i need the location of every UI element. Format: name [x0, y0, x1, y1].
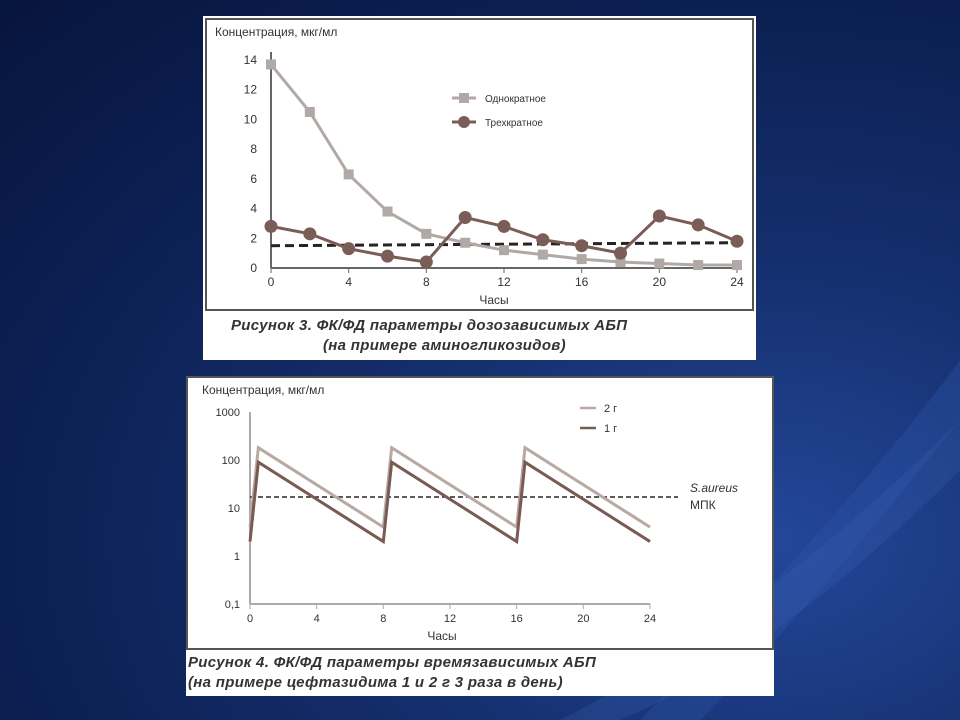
x-tick-label: 20 — [577, 613, 590, 625]
data-point — [577, 254, 587, 264]
y-tick-label: 8 — [250, 142, 257, 157]
data-point — [693, 260, 703, 270]
series-line-2 — [250, 462, 650, 541]
x-tick-label: 12 — [497, 275, 511, 289]
data-point — [265, 220, 278, 233]
x-tick-label: 24 — [730, 275, 744, 289]
figure-3-caption — [205, 313, 754, 360]
y-tick-label: 10 — [227, 503, 240, 515]
data-point — [381, 250, 394, 263]
data-point — [498, 220, 511, 233]
chart-3-svg — [207, 20, 752, 309]
legend-label: Трехкратное — [485, 118, 543, 129]
data-point — [303, 227, 316, 240]
data-point — [653, 210, 666, 223]
annotation-organism: S.aureus — [690, 480, 739, 495]
x-tick-label: 0 — [246, 613, 254, 625]
y-tick-label: 1000 — [215, 407, 240, 419]
x-tick-label: 24 — [643, 613, 657, 625]
y-tick-label: 10 — [243, 112, 257, 127]
chart-4-svg — [188, 378, 772, 648]
data-point — [460, 238, 470, 248]
figure-3-panel — [203, 16, 756, 360]
legend-label: 2 г — [604, 403, 618, 415]
data-point — [614, 247, 627, 260]
series-line-1 — [250, 448, 650, 527]
y-axis-label: Концентрация, мкг/мл — [202, 383, 325, 397]
legend-marker — [458, 116, 470, 128]
data-point — [732, 260, 742, 270]
figure-4-caption — [186, 652, 774, 696]
legend-marker — [459, 93, 469, 103]
data-point — [536, 233, 549, 246]
x-tick-label: 16 — [574, 275, 589, 289]
chart-4-frame — [186, 376, 774, 650]
caption-line-1: Рисунок 3. ФК/ФД параметры дозозависимых АБП — [231, 317, 628, 334]
data-point — [344, 169, 354, 179]
y-tick-label: 1 — [233, 551, 240, 563]
data-point — [575, 239, 588, 252]
x-tick-label: 16 — [510, 613, 523, 625]
y-tick-label: 2 — [250, 231, 257, 246]
x-tick-label: 8 — [422, 275, 430, 289]
data-point — [342, 242, 355, 255]
caption-line-2: (на примере аминогликозидов) — [323, 337, 566, 354]
x-tick-label: 12 — [443, 613, 457, 625]
y-tick-label: 4 — [250, 201, 257, 216]
y-tick-label: 100 — [221, 455, 240, 467]
caption-line-2: (на примере цефтазидима 1 и 2 г 3 раза в день) — [188, 674, 563, 691]
data-point — [499, 245, 509, 255]
data-point — [420, 256, 433, 269]
y-axis-label: Концентрация, мкг/мл — [215, 25, 338, 39]
data-point — [459, 211, 472, 224]
x-tick-label: 0 — [267, 275, 275, 289]
figure-4-panel — [186, 376, 774, 696]
x-tick-label: 4 — [345, 275, 353, 289]
y-tick-label: 0 — [250, 261, 257, 275]
x-tick-label: 8 — [380, 613, 387, 625]
y-tick-label: 14 — [243, 53, 257, 67]
y-tick-label: 0,1 — [224, 599, 240, 611]
y-tick-label: 6 — [250, 171, 257, 186]
caption-line-1: Рисунок 4. ФК/ФД параметры времязависимых АБП — [188, 654, 597, 671]
chart-3-frame — [205, 18, 754, 311]
data-point — [654, 259, 664, 269]
x-axis-label: Часы — [479, 293, 509, 307]
x-tick-label: 4 — [313, 613, 320, 625]
legend-label: 1 г — [604, 423, 618, 435]
data-point — [305, 107, 315, 117]
x-axis-label: Часы — [427, 629, 457, 643]
data-point — [266, 59, 276, 69]
data-point — [692, 218, 705, 231]
y-tick-label: 12 — [243, 82, 257, 97]
data-point — [731, 235, 744, 248]
data-point — [421, 229, 431, 239]
legend-label: Однократное — [485, 94, 546, 105]
annotation-mic: МПК — [690, 497, 716, 512]
x-tick-label: 20 — [652, 275, 667, 289]
data-point — [538, 250, 548, 260]
data-point — [383, 207, 393, 217]
